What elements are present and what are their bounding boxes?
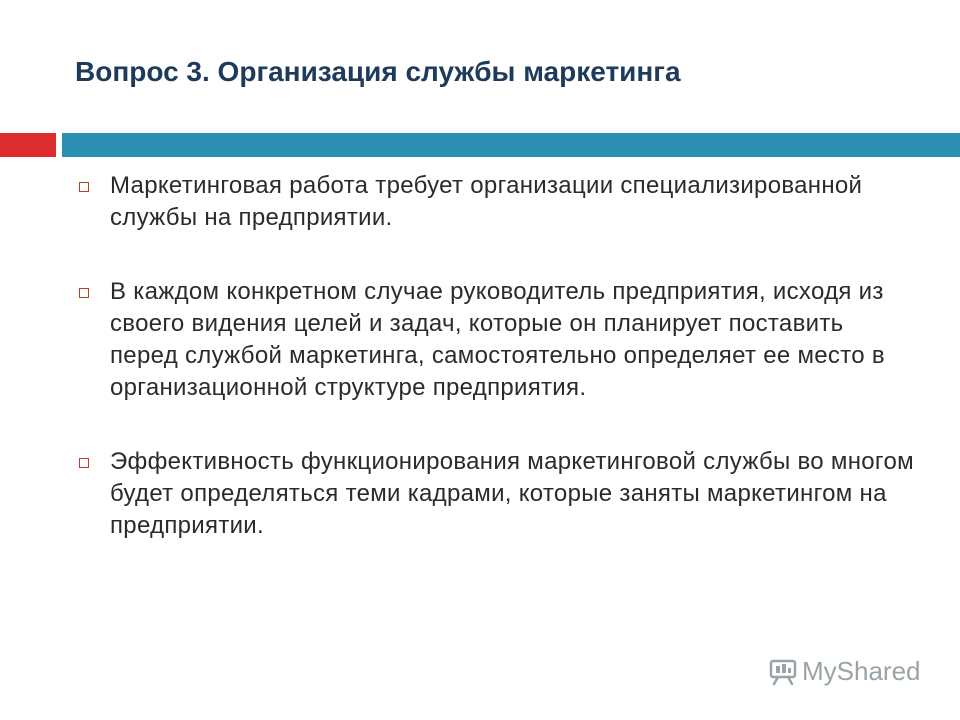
accent-bar-blue [62,133,960,157]
accent-bar-red [0,133,56,157]
bullet-item [76,276,916,404]
bullet-text: В каждом конкретном случае руководитель предприятия, исходя из своего видения целей и задач, которые он планирует поставить перед службой маркетинга, самостоятельно определяет ее место в организационной структуре предприятия. [110,278,885,401]
square-bullet-icon [79,182,89,192]
square-bullet-icon [79,288,89,298]
square-bullet-icon [79,458,89,468]
watermark [768,656,921,687]
bullet-text: Маркетинговая работа требует организации специализированной службы на предприятии. [110,172,863,231]
bullet-item [76,170,916,234]
bullet-text: Эффективность функционирования маркетинговой службы во многом будет определяться теми кадрами, которые заняты маркетингом на предприятии. [110,448,914,539]
watermark-text: MyShared [802,656,921,686]
presentation-board-icon [768,657,798,687]
bullet-list [76,170,916,584]
bullet-item [76,446,916,542]
slide-title: Вопрос 3. Организация службы маркетинга [75,56,681,87]
